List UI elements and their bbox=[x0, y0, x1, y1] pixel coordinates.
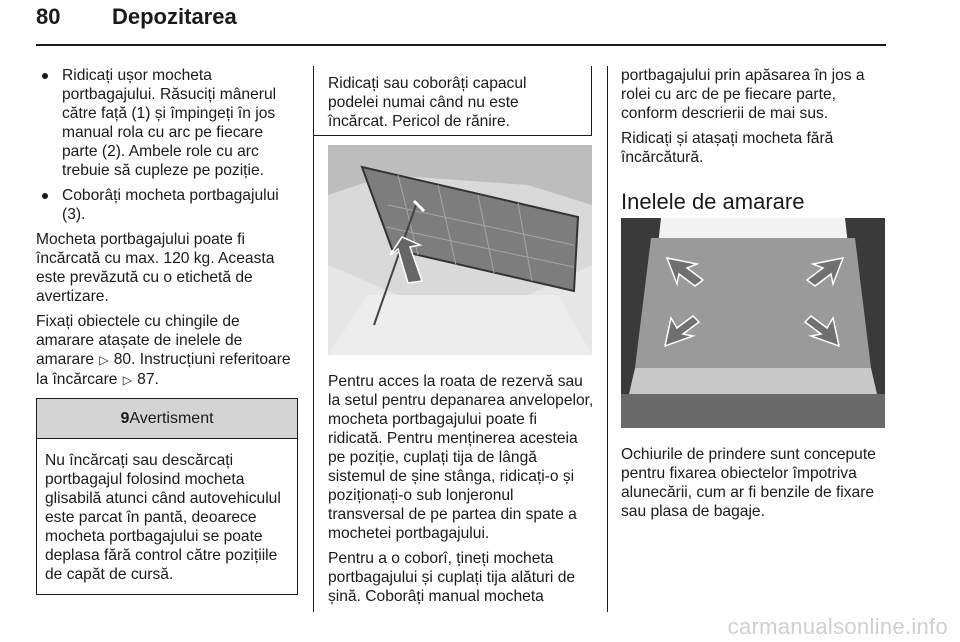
page-ref-icon[interactable]: ▷ bbox=[122, 373, 132, 387]
header-rule bbox=[36, 44, 886, 46]
lashing-text-ref1: 80. Instrucțiuni referitoare la încărcare bbox=[36, 351, 291, 388]
section-title: Depozitarea bbox=[112, 4, 237, 29]
watermark: carmanualsonline.info bbox=[727, 614, 948, 639]
column-2-text bbox=[328, 372, 594, 612]
lashing-text: Fixați obiectele cu chingile de amarare atașate de inelele de amarare bbox=[36, 313, 243, 368]
lashing-eyes-paragraph: Ochiurile de prindere sunt concepute pentru fixarea obiectelor împotriva alunecării, cum ar fi benzile de fixare sau plasa de bagaje. bbox=[621, 446, 876, 520]
lashing-paragraph bbox=[36, 312, 298, 390]
warning-header bbox=[37, 399, 297, 439]
column-divider-1 bbox=[313, 66, 314, 612]
lashing-eyes-heading: Inelele de amarare bbox=[621, 189, 805, 214]
list-item bbox=[36, 66, 298, 180]
warning-icon: 9 bbox=[120, 410, 130, 427]
list-item-text: Ridicați ușor mocheta portbagajului. Răsuciți mânerul către față (1) și împingeți în jos manual rola cu arc pe fiecare parte (2). Ambele role cu arc trebuie să cupleze pe poziție. bbox=[62, 67, 277, 179]
page-number: 80 bbox=[36, 4, 61, 29]
list-item bbox=[36, 186, 298, 224]
instruction-list bbox=[36, 66, 298, 224]
column-divider-2 bbox=[607, 66, 608, 612]
trunk-floor-photo bbox=[328, 145, 592, 355]
bullet-icon bbox=[42, 73, 48, 79]
lashing-text-ref2: 87. bbox=[137, 371, 159, 388]
column-1 bbox=[36, 66, 298, 595]
warning-box bbox=[36, 398, 298, 595]
column-3-text bbox=[621, 66, 887, 215]
lashing-eyes-photo bbox=[621, 218, 885, 428]
bullet-icon bbox=[42, 193, 48, 199]
column-3-lower bbox=[621, 445, 887, 527]
continued-paragraph: portbagajului prin apăsarea în jos a rolei cu arc de pe fiecare parte, conform descrierii de mai sus. bbox=[621, 67, 865, 122]
spare-wheel-paragraph: Pentru acces la roata de rezervă sau la setul pentru depanarea anvelopelor, mocheta portbagajului poate fi ridicată. Pentru menținerea acesteia pe poziție, cuplați tija de lângă sistemul de șine stânga, ridicați-o și poziționați-o sub lonjeronul transversal de pe partea din spate a mochetei portbagajului. bbox=[328, 373, 594, 542]
warning-title: Avertisment bbox=[129, 410, 214, 427]
list-item-text: Coborâți mocheta portbagajului (3). bbox=[62, 187, 279, 223]
caution-box: Ridicați sau coborâți capacul podelei numai când nu este încărcat. Pericol de rănire. bbox=[314, 66, 592, 136]
load-paragraph: Mocheta portbagajului poate fi încărcată cu max. 120 kg. Aceasta este prevăzută cu o etichetă de avertizare. bbox=[36, 231, 275, 305]
page-ref-icon[interactable]: ▷ bbox=[99, 353, 109, 367]
unloaded-paragraph: Ridicați și atașați mocheta fără încărcătură. bbox=[621, 130, 834, 166]
lowering-paragraph: Pentru a o coborî, țineți mocheta portbagajului și cuplați tija alături de șină. Coborâți manual mocheta bbox=[328, 550, 576, 605]
warning-body: Nu încărcați sau descărcați portbagajul folosind mocheta glisabilă atunci când autovehiculul este parcat în pantă, deoarece mocheta portbagajului se poate deplasa fără control către pozițiile de capăt de cursă. bbox=[45, 452, 281, 583]
